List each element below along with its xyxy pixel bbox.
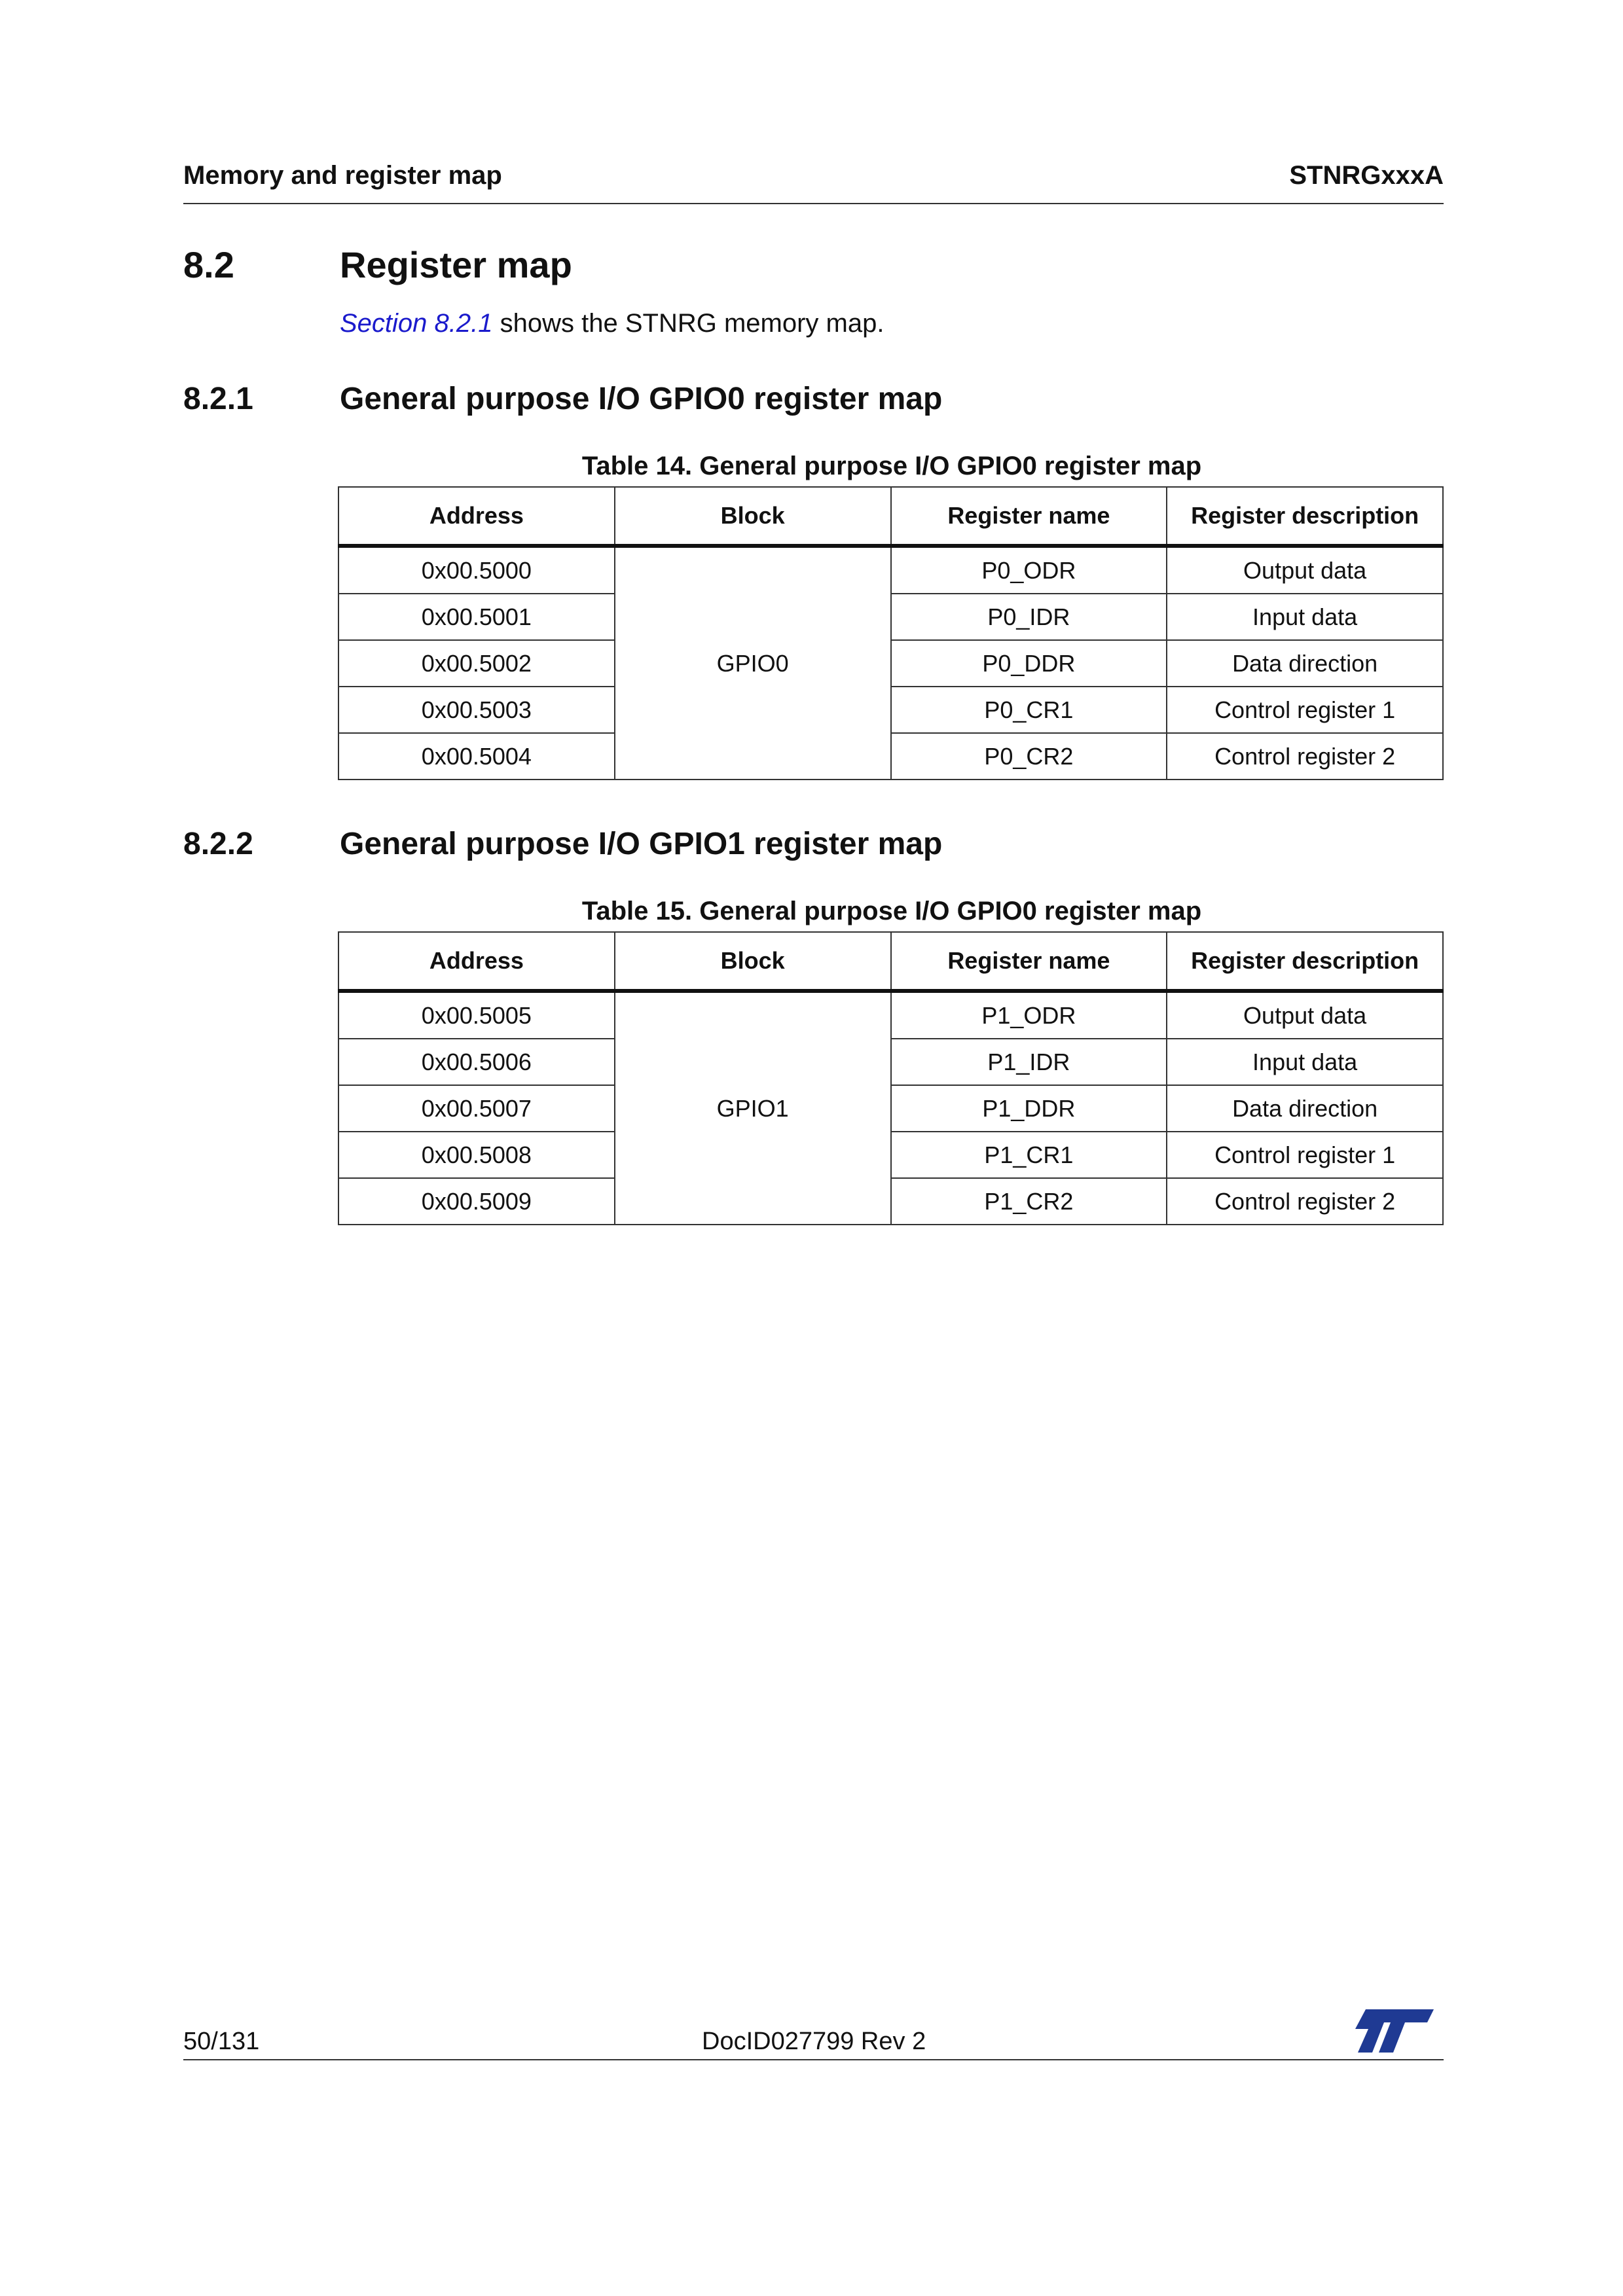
register-name-cell: P0_CR1 — [891, 687, 1167, 733]
column-header: Block — [615, 487, 891, 546]
document-id: DocID027799 Rev 2 — [702, 2028, 926, 2055]
table-header-row — [338, 932, 1443, 991]
table-row — [338, 1178, 1443, 1225]
table-row — [338, 640, 1443, 687]
table-caption-15: Table 15. General purpose I/O GPIO0 register map — [581, 897, 1202, 925]
table-row — [338, 1132, 1443, 1178]
page-number: 50/131 — [183, 2028, 260, 2055]
column-header: Address — [338, 932, 615, 991]
register-name-cell: P1_CR2 — [891, 1178, 1167, 1225]
column-header: Address — [338, 487, 615, 546]
section-title: Register map — [340, 244, 572, 285]
register-name-cell: P1_IDR — [891, 1039, 1167, 1085]
subsection-number-2: 8.2.2 — [183, 827, 253, 861]
subsection-title-2: General purpose I/O GPIO1 register map — [340, 827, 943, 861]
address-cell: 0x00.5000 — [338, 546, 615, 594]
register-desc-cell: Control register 1 — [1167, 1132, 1443, 1178]
column-header: Register description — [1167, 932, 1443, 991]
intro-paragraph — [340, 309, 884, 338]
header-divider — [183, 203, 1444, 204]
register-desc-cell: Data direction — [1167, 1085, 1443, 1132]
register-table-15 — [338, 931, 1444, 1225]
intro-text: shows the STNRG memory map. — [492, 309, 884, 338]
address-cell: 0x00.5006 — [338, 1039, 615, 1085]
footer-divider — [183, 2059, 1444, 2060]
register-desc-cell: Output data — [1167, 991, 1443, 1039]
column-header: Register description — [1167, 487, 1443, 546]
register-desc-cell: Input data — [1167, 594, 1443, 640]
address-cell: 0x00.5002 — [338, 640, 615, 687]
register-name-cell: P0_ODR — [891, 546, 1167, 594]
table-row — [338, 991, 1443, 1039]
section-number: 8.2 — [183, 244, 234, 285]
st-logo-icon — [1354, 2008, 1435, 2057]
running-header-title: Memory and register map — [183, 161, 502, 190]
table-header-row — [338, 487, 1443, 546]
column-header: Register name — [891, 932, 1167, 991]
register-name-cell: P0_DDR — [891, 640, 1167, 687]
register-name-cell: P0_IDR — [891, 594, 1167, 640]
address-cell: 0x00.5005 — [338, 991, 615, 1039]
register-name-cell: P1_CR1 — [891, 1132, 1167, 1178]
register-desc-cell: Input data — [1167, 1039, 1443, 1085]
register-name-cell: P0_CR2 — [891, 733, 1167, 780]
table-row — [338, 546, 1443, 594]
address-cell: 0x00.5009 — [338, 1178, 615, 1225]
table-caption-14: Table 14. General purpose I/O GPIO0 register map — [581, 452, 1202, 480]
address-cell: 0x00.5004 — [338, 733, 615, 780]
register-name-cell: P1_ODR — [891, 991, 1167, 1039]
register-table-14 — [338, 486, 1444, 780]
block-cell: GPIO0 — [615, 546, 891, 780]
address-cell: 0x00.5003 — [338, 687, 615, 733]
register-desc-cell: Control register 2 — [1167, 733, 1443, 780]
register-desc-cell: Control register 2 — [1167, 1178, 1443, 1225]
subsection-number-1: 8.2.1 — [183, 382, 253, 416]
address-cell: 0x00.5008 — [338, 1132, 615, 1178]
column-header: Block — [615, 932, 891, 991]
register-name-cell: P1_DDR — [891, 1085, 1167, 1132]
subsection-title-1: General purpose I/O GPIO0 register map — [340, 382, 943, 416]
section-link[interactable]: Section 8.2.1 — [340, 309, 493, 338]
table-row — [338, 1085, 1443, 1132]
address-cell: 0x00.5007 — [338, 1085, 615, 1132]
column-header: Register name — [891, 487, 1167, 546]
table-row — [338, 733, 1443, 780]
register-desc-cell: Output data — [1167, 546, 1443, 594]
table-row — [338, 687, 1443, 733]
register-desc-cell: Data direction — [1167, 640, 1443, 687]
block-cell: GPIO1 — [615, 991, 891, 1225]
table-row — [338, 1039, 1443, 1085]
running-header-product: STNRGxxxA — [1289, 161, 1444, 190]
register-desc-cell: Control register 1 — [1167, 687, 1443, 733]
address-cell: 0x00.5001 — [338, 594, 615, 640]
table-row — [338, 594, 1443, 640]
